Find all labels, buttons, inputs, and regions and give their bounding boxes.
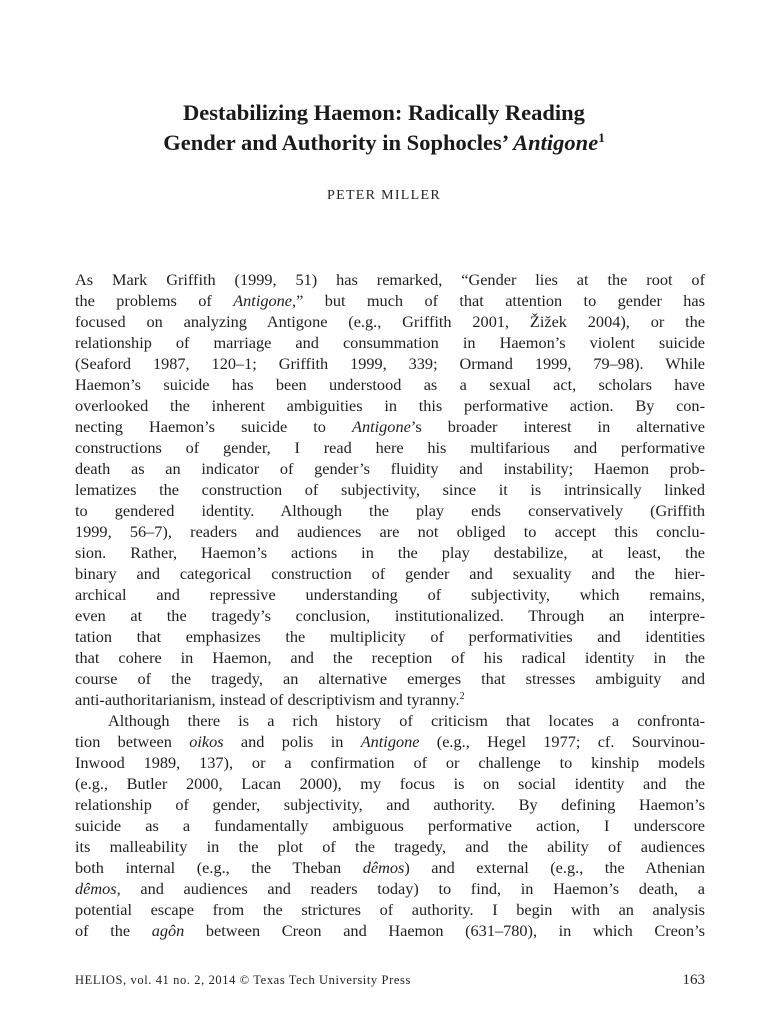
- body-line: As Mark Griffith (1999, 51) has remarked, “Gender lies at the root of: [75, 270, 705, 289]
- body-line: its malleability in the plot of the tragedy, and the ability of audiences: [75, 837, 705, 856]
- body-line: to gendered identity. Although the play ends conservatively (Griffith: [75, 501, 705, 520]
- body-line: anti-authoritarianism, instead of descriptivism and tyranny.$^2$: [75, 690, 465, 709]
- body-line: even at the tragedy’s conclusion, institutionalized. Through an interpre-: [75, 606, 705, 625]
- body-line: course of the tragedy, an alternative emerges that stresses ambiguity and: [75, 669, 705, 688]
- footnote-marker: 2: [459, 691, 465, 702]
- body-line: binary and categorical construction of gender and sexuality and the hier-: [75, 564, 705, 583]
- body-line: death as an indicator of gender’s fluidity and instability; Haemon prob-: [75, 459, 705, 478]
- body-line: constructions of gender, I read here his multifarious and performative: [75, 438, 705, 457]
- body-line: relationship of marriage and consummation in Haemon’s violent suicide: [75, 333, 705, 352]
- body-line: overlooked the inherent ambiguities in this performative action. By con-: [75, 396, 705, 415]
- body-line: Although there is a rich history of criticism that locates a confronta-: [108, 711, 705, 730]
- title-play-name: Antigone: [513, 130, 599, 155]
- body-line: suicide as a fundamentally ambiguous performative action, I underscore: [75, 816, 705, 835]
- body-line: (e.g., Butler 2000, Lacan 2000), my focus is on social identity and the: [75, 774, 705, 793]
- body-line: sion. Rather, Haemon’s actions in the play destabilize, at least, the: [75, 543, 705, 562]
- body-line: archical and repressive understanding of subjectivity, which remains,: [75, 585, 705, 604]
- body-line: relationship of gender, subjectivity, and authority. By defining Haemon’s: [75, 795, 705, 814]
- article-body: [75, 269, 705, 941]
- body-line: of the agôn between Creon and Haemon (631–780), in which Creon’s: [75, 921, 705, 940]
- title-line-2: [40, 128, 728, 158]
- body-line: focused on analyzing Antigone (e.g., Griffith 2001, Žižek 2004), or the: [75, 312, 705, 331]
- title-line-2-text: Gender and Authority in Sophocles’: [163, 130, 514, 155]
- body-line: that cohere in Haemon, and the reception of his radical identity in the: [75, 648, 705, 667]
- body-line: (Seaford 1987, 120–1; Griffith 1999, 339; Ormand 1999, 79–98). While: [75, 354, 705, 373]
- page-number: 163: [682, 972, 705, 988]
- body-line: potential escape from the strictures of authority. I begin with an analysis: [75, 900, 705, 919]
- journal-citation: HELIOS, vol. 41 no. 2, 2014 © Texas Tech University Press: [75, 973, 411, 987]
- body-line: necting Haemon’s suicide to Antigone’s broader interest in alternative: [75, 417, 705, 436]
- body-line: lematizes the construction of subjectivity, since it is intrinsically linked: [75, 480, 705, 499]
- body-line: tation that emphasizes the multiplicity of performativities and identities: [75, 627, 705, 646]
- article-title: [40, 98, 728, 158]
- body-line: Inwood 1989, 137), or a confirmation of or challenge to kinship models: [75, 753, 705, 772]
- page-footer: [75, 973, 705, 988]
- body-line: both internal (e.g., the Theban dêmos) and external (e.g., the Athenian: [75, 858, 705, 877]
- body-line: the problems of Antigone,” but much of that attention to gender has: [75, 291, 705, 310]
- body-line: Haemon’s suicide has been understood as a sexual act, scholars have: [75, 375, 705, 394]
- body-line: dêmos, and audiences and readers today) to find, in Haemon’s death, a: [75, 879, 705, 898]
- title-line-1: Destabilizing Haemon: Radically Reading: [183, 100, 585, 125]
- author-name: PETER MILLER: [327, 188, 441, 203]
- title-footnote-marker: 1: [598, 130, 605, 145]
- body-line: tion between oikos and polis in Antigone (e.g., Hegel 1977; cf. Sourvinou-: [75, 732, 705, 751]
- body-line: 1999, 56–7), readers and audiences are not obliged to accept this conclu-: [75, 522, 705, 541]
